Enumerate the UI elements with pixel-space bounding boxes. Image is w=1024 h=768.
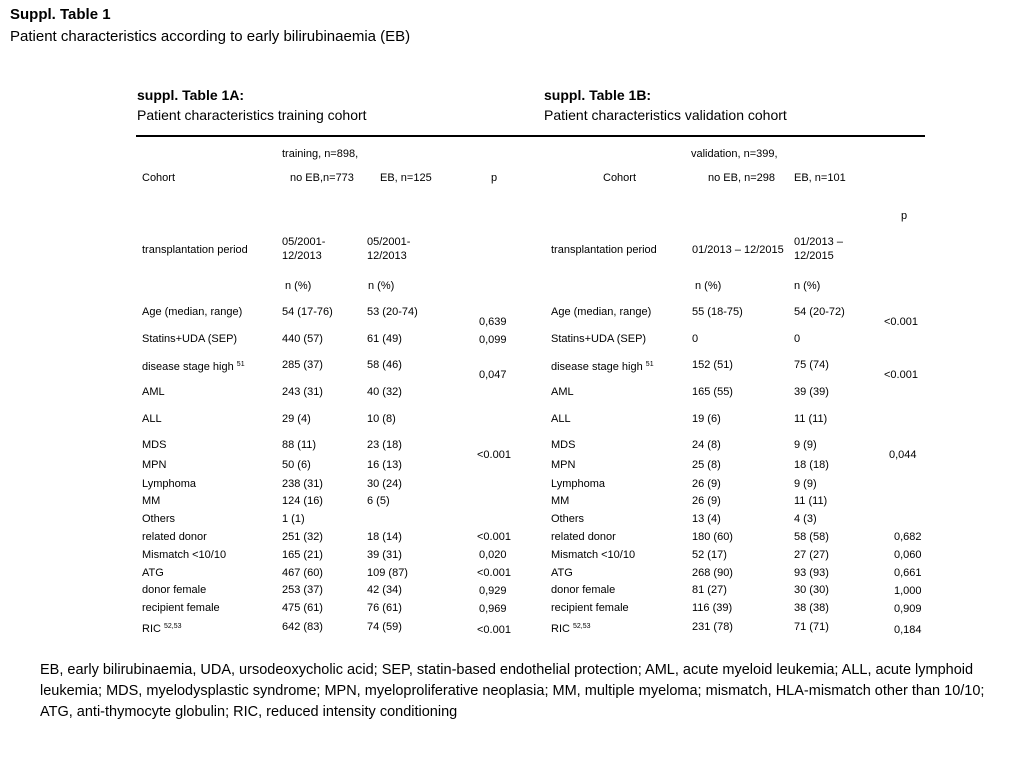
table-a-row-eb: 40 (32) <box>367 386 402 398</box>
table-b-period-no-eb: 01/2013 – 12/2015 <box>692 244 784 256</box>
table-b-row-label: RIC $^{52,53}$ <box>551 623 591 635</box>
table-a-period-eb: 05/2001-12/2013 <box>367 236 411 262</box>
table-b-subtitle: Patient characteristics validation cohort <box>544 107 787 123</box>
table-a-p-value: <0.001 <box>477 449 511 461</box>
table-b-row-no-eb: 24 (8) <box>692 439 721 451</box>
page-title: Suppl. Table 1 <box>10 6 111 23</box>
table-b-row-no-eb: 55 (18-75) <box>692 306 743 318</box>
footnote-ref: 51 <box>645 361 654 368</box>
table-b-row-label: related donor <box>551 531 616 543</box>
table-a-row-label: MM <box>142 495 161 507</box>
table-a-row-label: recipient female <box>142 602 220 614</box>
table-a-row-eb: 6 (5) <box>367 495 390 507</box>
table-b-row-label: MM <box>551 495 570 507</box>
table-b-row-label: Others <box>551 513 585 525</box>
table-a-row-no-eb: 475 (61) <box>282 602 323 614</box>
footnote-abbreviations: EB, early bilirubinaemia, UDA, ursodeoxycholic acid; SEP, statin-based endothelial protection; AML, acute myeloid leukemia; ALL, acute lymphoid leukemia; MDS, myelodysplastic syndrome; MPN, myeloproliferative neoplasia; MM, multiple myeloma; mismatch, HLA-mismatch other than 10/10; ATG, anti-thymocyte globulin; RIC, reduced intensity conditioning <box>40 662 985 720</box>
table-a-unit-eb: n (%) <box>368 280 395 292</box>
table-b-row-eb: 54 (20-72) <box>794 306 845 318</box>
table-b-row-label: MPN <box>551 459 576 471</box>
table-a-period-label: transplantation period <box>142 244 248 256</box>
table-a-row-no-eb: 124 (16) <box>282 495 323 507</box>
table-b-p-value: <0.001 <box>884 316 918 328</box>
table-a-row-no-eb: 88 (11) <box>282 439 317 451</box>
table-a-row-eb: 10 (8) <box>367 413 396 425</box>
table-top-rule <box>136 135 925 137</box>
table-a-p-value: <0.001 <box>477 531 511 543</box>
table-b-row-label: recipient female <box>551 602 629 614</box>
table-b-row-label: ALL <box>551 413 571 425</box>
table-a-col-no-eb: no EB,n=773 <box>290 172 354 184</box>
table-a-row-label: disease stage high $^{51}$ <box>142 361 245 373</box>
table-a-row-label: donor female <box>142 584 207 596</box>
table-b-row-label: disease stage high $^{51}$ <box>551 361 654 373</box>
table-a-row-label: Mismatch <10/10 <box>142 549 227 561</box>
table-b-col-cohort: Cohort <box>603 172 637 184</box>
table-b-row-eb: 11 (11) <box>794 495 828 507</box>
table-a-p-value: 0,099 <box>479 334 507 346</box>
table-a-row-eb: 39 (31) <box>367 549 402 561</box>
table-b-row-eb: 11 (11) <box>794 413 828 425</box>
page-subtitle: Patient characteristics according to early bilirubinaemia (EB) <box>10 28 411 45</box>
table-a-p-value: <0.001 <box>477 624 511 636</box>
table-a-row-no-eb: 285 (37) <box>282 359 323 371</box>
table-b-row-eb: 9 (9) <box>794 439 817 451</box>
footnote-ref: 52,53 <box>573 623 591 630</box>
table-a-row-no-eb: 243 (31) <box>282 386 323 398</box>
table-b-row-no-eb: 81 (27) <box>692 584 727 596</box>
table-b-row-no-eb: 25 (8) <box>692 459 721 471</box>
table-b-row-eb: 9 (9) <box>794 478 817 490</box>
table-a-period-no-eb: 05/2001-12/2013 <box>282 236 326 262</box>
table-a-row-label: Statins+UDA (SEP) <box>142 333 238 345</box>
table-a-col-eb: EB, n=125 <box>380 172 432 184</box>
table-a-row-label: ATG <box>142 567 164 579</box>
table-a-row-label: Others <box>142 513 176 525</box>
table-b-row-label: Mismatch <10/10 <box>551 549 636 561</box>
table-a-row-eb: 16 (13) <box>367 459 402 471</box>
table-b-row-no-eb: 268 (90) <box>692 567 733 579</box>
table-b-row-no-eb: 26 (9) <box>692 495 721 507</box>
footnote-ref: 52,53 <box>164 623 182 630</box>
table-a-row-eb: 74 (59) <box>367 621 402 633</box>
table-b-row-eb: 39 (39) <box>794 386 829 398</box>
table-a-p-value: 0,969 <box>479 603 507 615</box>
table-a-row-no-eb: 440 (57) <box>282 333 323 345</box>
table-a-p-value: 0,047 <box>479 369 507 381</box>
table-b-row-eb: 30 (30) <box>794 584 829 596</box>
table-a-row-no-eb: 1 (1) <box>282 513 305 525</box>
table-a-row-label: RIC $^{52,53}$ <box>142 623 182 635</box>
table-a-row-eb: 58 (46) <box>367 359 402 371</box>
table-a-row-label: MDS <box>142 439 167 451</box>
table-b-p-value: 0,909 <box>894 603 922 615</box>
table-a-col-p: p <box>491 172 498 184</box>
table-b-p-value: 0,184 <box>894 624 922 636</box>
table-b-row-no-eb: 13 (4) <box>692 513 721 525</box>
table-b-row-eb: 0 <box>794 333 801 345</box>
table-b-p-value: 0,060 <box>894 549 922 561</box>
table-a-row-label: AML <box>142 386 165 398</box>
table-b-unit-no-eb: n (%) <box>695 280 722 292</box>
table-a-row-no-eb: 238 (31) <box>282 478 323 490</box>
table-b-p-value: 1,000 <box>894 585 922 597</box>
table-b-col-p: p <box>901 210 908 222</box>
table-b-row-no-eb: 180 (60) <box>692 531 733 543</box>
table-b-row-no-eb: 52 (17) <box>692 549 727 561</box>
table-a-row-eb: 76 (61) <box>367 602 402 614</box>
table-b-unit-eb: n (%) <box>794 280 821 292</box>
table-b-row-no-eb: 26 (9) <box>692 478 721 490</box>
table-b-row-eb: 71 (71) <box>794 621 829 633</box>
table-a-title: suppl. Table 1A: <box>137 87 245 103</box>
table-b-row-label: donor female <box>551 584 616 596</box>
table-a-col-cohort: Cohort <box>142 172 176 184</box>
table-b-row-eb: 27 (27) <box>794 549 829 561</box>
table-a-row-eb: 42 (34) <box>367 584 402 596</box>
table-b-row-label: AML <box>551 386 574 398</box>
table-a-row-label: Lymphoma <box>142 478 197 490</box>
table-b-col-eb: EB, n=101 <box>794 172 846 184</box>
table-a-p-value: 0,929 <box>479 585 507 597</box>
table-a-row-eb: 23 (18) <box>367 439 402 451</box>
table-b-row-eb: 38 (38) <box>794 602 829 614</box>
table-b-p-value: <0.001 <box>884 369 918 381</box>
table-a-row-no-eb: 467 (60) <box>282 567 323 579</box>
table-b-period-eb: 01/2013 – 12/2015 <box>794 236 843 262</box>
table-b-group-header: validation, n=399, <box>691 148 778 160</box>
table-a-subtitle: Patient characteristics training cohort <box>137 107 367 123</box>
table-a-row-no-eb: 253 (37) <box>282 584 323 596</box>
table-a-p-value: 0,639 <box>479 316 507 328</box>
table-a-row-no-eb: 29 (4) <box>282 413 311 425</box>
table-b-col-no-eb: no EB, n=298 <box>708 172 775 184</box>
table-b-title: suppl. Table 1B: <box>544 87 652 103</box>
table-b-row-eb: 4 (3) <box>794 513 817 525</box>
table-b-row-no-eb: 165 (55) <box>692 386 733 398</box>
table-a-row-label: related donor <box>142 531 207 543</box>
table-a-p-value: <0.001 <box>477 567 511 579</box>
table-a-row-no-eb: 642 (83) <box>282 621 323 633</box>
table-a-group-header: training, n=898, <box>282 148 359 160</box>
table-b-row-no-eb: 231 (78) <box>692 621 733 633</box>
table-a-row-no-eb: 251 (32) <box>282 531 323 543</box>
table-b-period-label: transplantation period <box>551 244 657 256</box>
table-b-row-no-eb: 19 (6) <box>692 413 721 425</box>
table-b-row-label: ATG <box>551 567 573 579</box>
table-a-row-no-eb: 54 (17-76) <box>282 306 333 318</box>
table-b-row-eb: 58 (58) <box>794 531 829 543</box>
table-b-row-label: MDS <box>551 439 576 451</box>
table-b-p-value: 0,044 <box>889 449 917 461</box>
table-a-row-eb: 53 (20-74) <box>367 306 418 318</box>
table-b-p-value: 0,661 <box>894 567 922 579</box>
table-a-row-label: MPN <box>142 459 167 471</box>
table-b-row-label: Age (median, range) <box>551 306 652 318</box>
table-a-row-label: ALL <box>142 413 162 425</box>
table-a-p-value: 0,020 <box>479 549 507 561</box>
table-a-row-no-eb: 50 (6) <box>282 459 311 471</box>
table-b-p-value: 0,682 <box>894 531 922 543</box>
table-a-unit-no-eb: n (%) <box>285 280 312 292</box>
table-a-row-eb: 30 (24) <box>367 478 402 490</box>
table-a-row-eb: 18 (14) <box>367 531 402 543</box>
table-b-row-eb: 75 (74) <box>794 359 829 371</box>
table-a-row-label: Age (median, range) <box>142 306 243 318</box>
footnote-ref: 51 <box>236 361 245 368</box>
table-a-row-no-eb: 165 (21) <box>282 549 323 561</box>
table-a-row-eb: 61 (49) <box>367 333 402 345</box>
table-b-row-label: Lymphoma <box>551 478 606 490</box>
table-b-row-no-eb: 152 (51) <box>692 359 733 371</box>
table-b-row-no-eb: 0 <box>692 333 699 345</box>
table-a-row-eb: 109 (87) <box>367 567 408 579</box>
table-b-row-label: Statins+UDA (SEP) <box>551 333 647 345</box>
table-b-row-eb: 18 (18) <box>794 459 829 471</box>
table-b-row-no-eb: 116 (39) <box>692 602 733 614</box>
table-b-row-eb: 93 (93) <box>794 567 829 579</box>
